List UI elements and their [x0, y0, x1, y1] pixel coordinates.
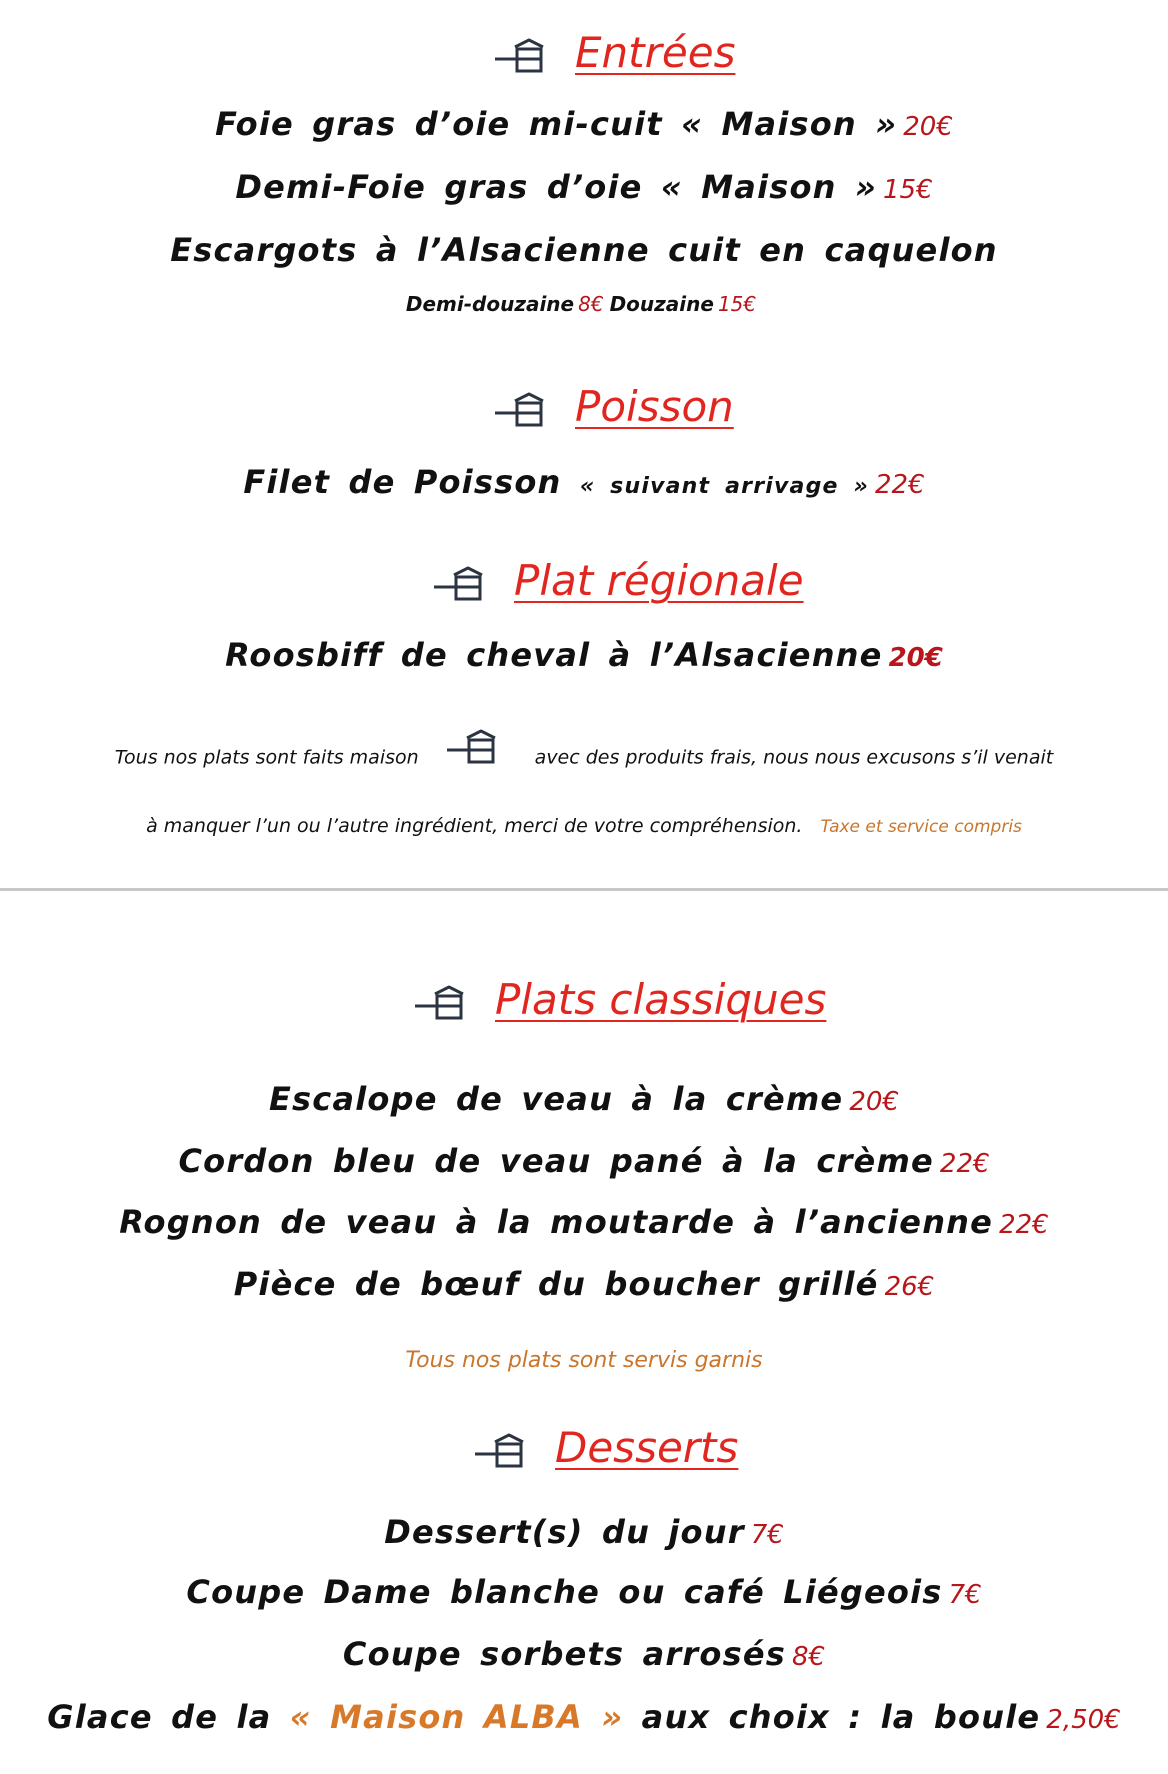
menu-item: [0, 636, 1168, 674]
item-price: 20€: [849, 1087, 899, 1117]
menu-item: [0, 1265, 1168, 1303]
footer-text: avec des produits frais, nous nous excusons s’il venait: [534, 746, 1054, 769]
option-price: 15€: [717, 292, 757, 316]
item-price: 2,50€: [1046, 1705, 1121, 1735]
item-price: 22€: [939, 1149, 990, 1179]
menu-item: [0, 231, 1168, 269]
item-name: Coupe Dame blanche ou café Liégeois: [186, 1573, 943, 1611]
regionale-heading-row: [432, 556, 804, 605]
item-price: 7€: [948, 1580, 982, 1610]
item-name: Pièce de bœuf du boucher grillé: [233, 1265, 879, 1303]
section-title-regionale: Plat régionale: [514, 556, 804, 605]
section-title-entrees: Entrées: [575, 28, 736, 77]
item-price: 7€: [750, 1520, 784, 1550]
house-icon: [493, 391, 557, 431]
item-name: Glace de la: [47, 1698, 272, 1736]
menu-item: [0, 1142, 1168, 1180]
brand-name: « Maison ALBA »: [289, 1698, 624, 1736]
menu-item: [0, 168, 1168, 206]
menu-item: [0, 105, 1168, 143]
section-title-desserts: Desserts: [555, 1423, 739, 1472]
item-name: Foie gras d’oie mi-cuit « Maison »: [215, 105, 898, 143]
option-label: Demi-douzaine: [405, 292, 575, 316]
entrees-heading-row: [493, 28, 735, 77]
item-name: Filet de Poisson: [243, 463, 562, 501]
item-price: 15€: [883, 175, 933, 205]
poisson-heading-row: [493, 382, 734, 431]
menu-item: [0, 1573, 1168, 1611]
house-icon: [473, 1432, 537, 1472]
desserts-heading-row: [473, 1423, 738, 1472]
section-title-poisson: Poisson: [575, 382, 734, 431]
footer-note-line-1: [0, 740, 1168, 788]
section-title-classiques: Plats classiques: [495, 975, 827, 1024]
item-price: 22€: [875, 470, 925, 500]
menu-item: [0, 1635, 1168, 1673]
item-name: Escargots à l’Alsacienne cuit en caquelon: [170, 231, 998, 269]
garnish-note-text: Tous nos plats sont servis garnis: [405, 1348, 763, 1373]
menu-item: [0, 1698, 1168, 1736]
option-price: 8€: [578, 292, 604, 316]
escargots-options: [0, 292, 1168, 316]
item-price: 22€: [999, 1210, 1049, 1240]
item-name: Demi-Foie gras d’oie « Maison »: [235, 168, 877, 206]
footer-note-line-2: [0, 815, 1168, 837]
classiques-heading-row: [413, 975, 826, 1024]
option-label: Douzaine: [609, 292, 714, 316]
menu-page-2: [0, 893, 1168, 1774]
item-name: Rognon de veau à la moutarde à l’ancienne: [119, 1203, 994, 1241]
item-name: aux choix : la boule: [641, 1698, 1041, 1736]
footer-text: à manquer l’un ou l’autre ingrédient, merci de votre compréhension.: [146, 815, 803, 837]
footer-text: Tous nos plats sont faits maison: [114, 746, 419, 769]
house-icon: [413, 984, 477, 1024]
item-name: Coupe sorbets arrosés: [342, 1635, 786, 1673]
page-divider: [0, 888, 1168, 891]
item-note: « suivant arrivage »: [579, 474, 870, 499]
tax-note: Taxe et service compris: [820, 817, 1022, 837]
item-price: 26€: [884, 1272, 935, 1302]
item-name: Dessert(s) du jour: [384, 1513, 745, 1551]
garnish-note: [0, 1348, 1168, 1373]
menu-item: [0, 1080, 1168, 1118]
house-icon: [445, 728, 509, 768]
house-icon: [432, 565, 496, 605]
item-name: Escalope de veau à la crème: [269, 1080, 844, 1118]
menu-item: [0, 1513, 1168, 1551]
item-price: 20€: [903, 112, 953, 142]
item-price: 8€: [791, 1642, 826, 1672]
item-price: 20€: [888, 643, 943, 673]
item-name: Roosbiff de cheval à l’Alsacienne: [225, 636, 883, 674]
menu-item: [0, 463, 1168, 501]
item-name: Cordon bleu de veau pané à la crème: [178, 1142, 934, 1180]
house-icon: [493, 37, 557, 77]
menu-item: [0, 1203, 1168, 1241]
